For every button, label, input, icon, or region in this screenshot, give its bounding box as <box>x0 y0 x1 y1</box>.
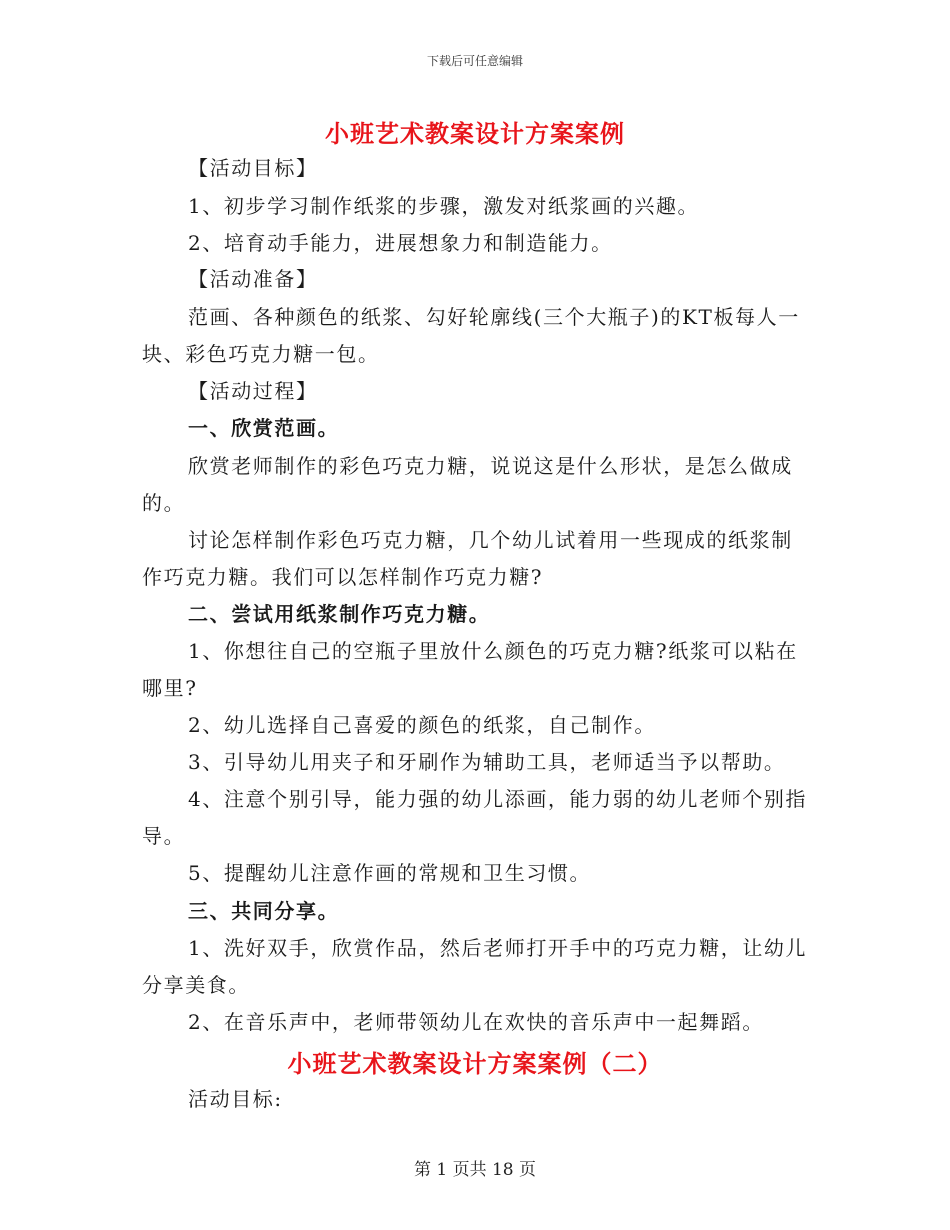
step3-heading: 三、共同分享。 <box>188 899 340 923</box>
step1-paragraph-1-line-1: 欣赏老师制作的彩色巧克力糖，说说这是什么形状，是怎么做成 <box>188 454 793 478</box>
step2-item-2: 2、幼儿选择自己喜爱的颜色的纸浆，自己制作。 <box>188 713 656 737</box>
document-title-part-2: 小班艺术教案设计方案案例（二） <box>287 1050 663 1078</box>
step2-item-3: 3、引导幼儿用夹子和牙刷作为辅助工具，老师适当予以帮助。 <box>188 750 786 774</box>
goal2-label: 活动目标: <box>188 1087 283 1111</box>
step1-heading: 一、欣赏范画。 <box>188 416 340 440</box>
step2-item-4-line-1: 4、注意个别引导，能力强的幼儿添画，能力弱的幼儿老师个别指 <box>188 787 808 811</box>
step1-paragraph-2-line-1: 讨论怎样制作彩色巧克力糖，几个幼儿试着用一些现成的纸浆制 <box>188 528 793 552</box>
goal-item-2: 2、培育动手能力，进展想象力和制造能力。 <box>188 231 613 255</box>
step1-paragraph-2-line-2: 作巧克力糖。我们可以怎样制作巧克力糖? <box>142 565 544 589</box>
step2-item-4-line-2: 导。 <box>142 824 186 848</box>
section-heading-goal: 【活动目标】 <box>188 156 318 180</box>
header-note: 下载后可任意编辑 <box>426 54 523 68</box>
step2-item-1-line-1: 1、你想往自己的空瓶子里放什么颜色的巧克力糖?纸浆可以粘在 <box>188 639 798 663</box>
prep-text-line-1: 范画、各种颜色的纸浆、勾好轮廓线(三个大瓶子)的KT板每人一 <box>188 305 800 329</box>
step2-heading: 二、尝试用纸浆制作巧克力糖。 <box>188 602 491 626</box>
document-title: 小班艺术教案设计方案案例 <box>325 120 625 148</box>
page-footer: 第 1 页共 18 页 <box>413 1160 537 1180</box>
section-heading-prep: 【活动准备】 <box>188 267 318 291</box>
goal-item-1: 1、初步学习制作纸浆的步骤，激发对纸浆画的兴趣。 <box>188 194 700 218</box>
step2-item-5: 5、提醒幼儿注意作画的常规和卫生习惯。 <box>188 861 592 885</box>
step2-item-1-line-2: 哪里? <box>142 676 198 700</box>
prep-text-line-2: 块、彩色巧克力糖一包。 <box>142 342 380 366</box>
step1-paragraph-1-line-2: 的。 <box>142 491 186 515</box>
step3-item-1-line-2: 分享美食。 <box>142 973 250 997</box>
section-heading-process: 【活动过程】 <box>188 379 318 403</box>
step3-item-1-line-1: 1、洗好双手，欣赏作品，然后老师打开手中的巧克力糖，让幼儿 <box>188 936 808 960</box>
step3-item-2: 2、在音乐声中，老师带领幼儿在欢快的音乐声中一起舞蹈。 <box>188 1010 764 1034</box>
